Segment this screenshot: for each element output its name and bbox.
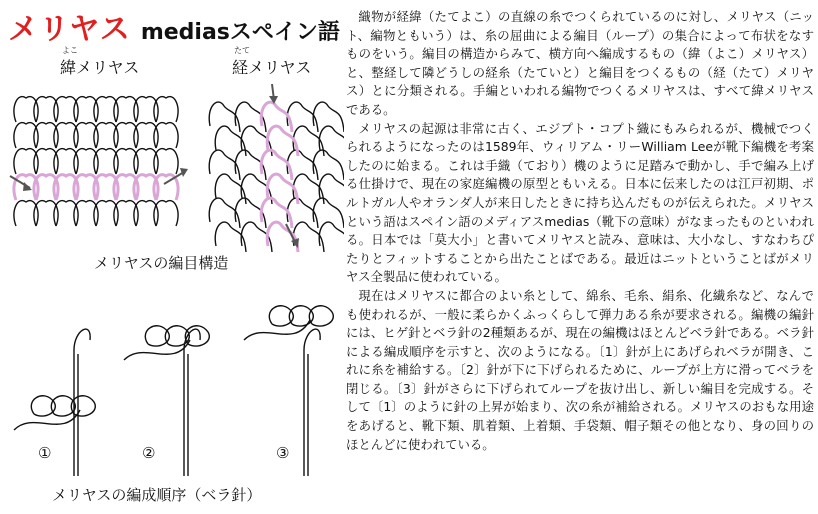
warp-ruby: たて (234, 46, 250, 55)
yarn-strand (124, 340, 190, 360)
latch-needle (74, 329, 90, 476)
caption-sequence: メリヤスの編成順序（ベラ針） (52, 486, 262, 504)
weft-label (60, 46, 139, 78)
warp-label-text: 経メリヤス (232, 58, 312, 77)
step-3: ③ (276, 444, 290, 462)
warp-label (232, 46, 311, 78)
weft-knit-diagram (4, 84, 190, 234)
yarn-strand (244, 320, 310, 340)
latch-needle (184, 329, 200, 476)
warp-knit-diagram (200, 84, 344, 256)
paragraph-2: メリヤスの起源は非常に古く、エジプト・コプト織にもみられるが、機械でつくられるようになったのは1589年、ウィリアム・リーWilliam Leeが靴下編機を考案したのに始まる。これは手織（ており）機のように足踏みで動かし、手で編み上げる仕掛けで、現在の家庭編機の原型ともいえる。日本に伝来したのは江戸初期、ポルトガル人やオランダ人が来日したときに持ち込んだものが伝えられた。メリヤスという語はスペイン語のメディアスmedias（靴下の意味）がなまったものといわれる。日本では「莫大小」と書いてメリヤスと読み、意味は、大小なし、すなわちぴたりとフィットすることから出たことばである。最近はニットということばがメリヤス全製品に使われている。 (346, 120, 814, 285)
weft-ruby: よこ (62, 46, 78, 55)
title-sub: mediasスペイン語 (140, 20, 340, 45)
latch-needle-sequence (4, 290, 342, 476)
caption-structure: メリヤスの編目構造 (94, 254, 229, 272)
step-1: ① (38, 444, 52, 462)
step-2: ② (142, 444, 156, 462)
yarn-strand (14, 410, 80, 430)
title (8, 4, 340, 46)
title-main: メリヤス (8, 12, 131, 47)
weft-label-text: 緯メリヤス (60, 58, 140, 77)
paragraph-1: 織物が経緯（たてよこ）の直線の糸でつくられているのに対し、メリヤス（ニット、編物ともいう）は、糸の屈曲による編目（ループ）の集合によって布状をなすものをいう。編目の構造からみて、横方向へ編成するもの（緯（よこ）メリヤス）と、整経して隣どうしの経糸（たていと）と編目をつくるもの（経（たて）メリヤス）とに分類される。手編といわれる編物でつくるメリヤスは、すべて緯メリヤスである。 (346, 9, 814, 117)
latch-needle (304, 329, 320, 476)
article (346, 8, 814, 454)
paragraph-3: 現在はメリヤスに都合のよい糸として、綿糸、毛糸、絹糸、化繊糸など、なんでも使われるが、一般に柔らかくふっくらして弾力ある糸が要求される。編機の編針には、ヒゲ針とベラ針の2種類あるが、現在の編機はほとんどベラ針である。ベラ針による編成順序を示すと、次のようになる。〔1〕針が上にあげられベラが開き、これに糸を補給する。〔2〕針が下に下げられるために、ループが上方に滑ってベラを閉じる。〔3〕針がさらに下げられてループを抜け出し、新しい編目を完成する。そして〔1〕のように針の上昇が始まり、次の糸が補給される。メリヤスのおもな用途をあげると、靴下類、肌着類、上着類、手袋類、帽子類その他となり、身の回りのほとんどに使われている。 (346, 287, 814, 452)
